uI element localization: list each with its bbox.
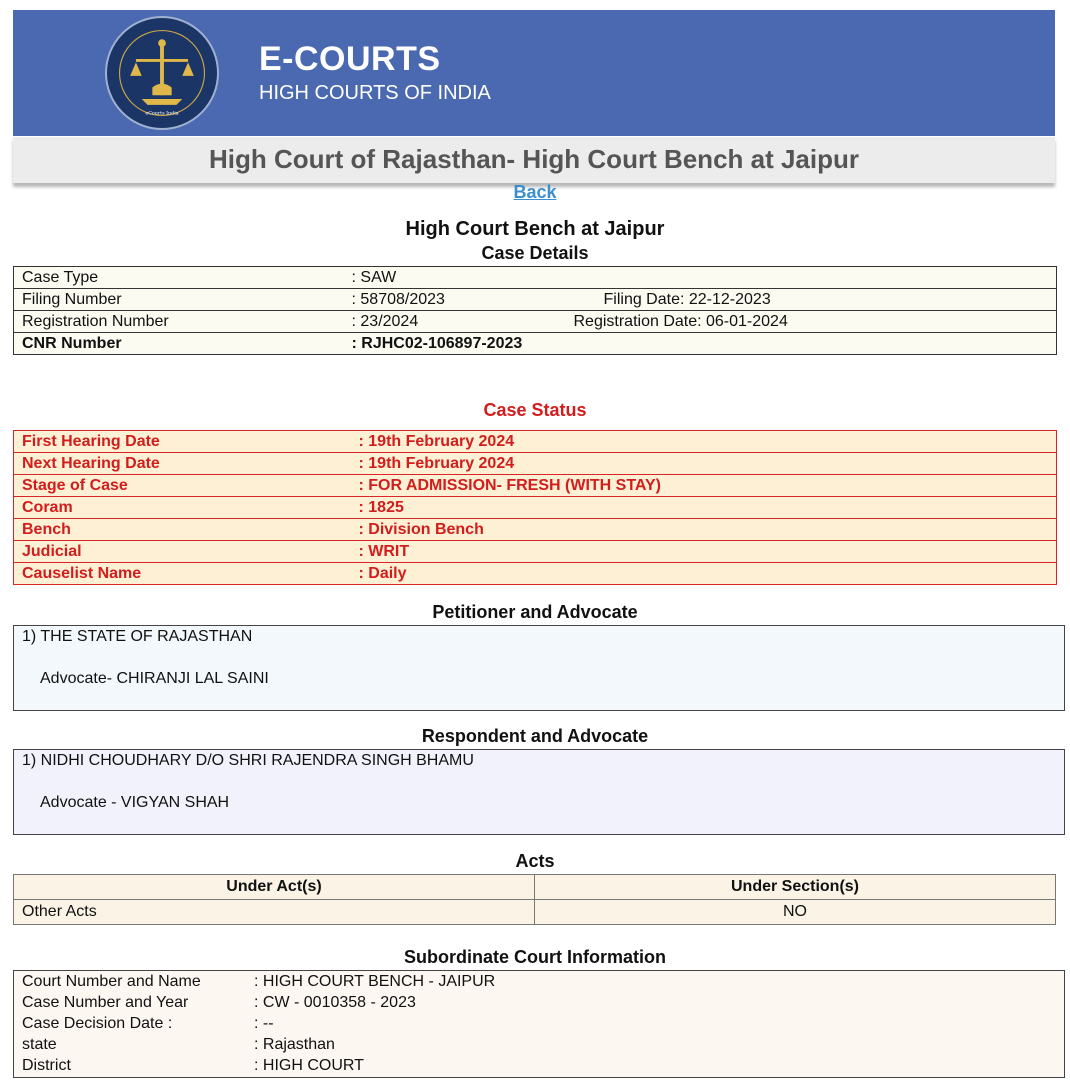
petitioner-name: 1) THE STATE OF RAJASTHAN <box>22 628 253 645</box>
case-type-label: Case Type <box>22 268 99 286</box>
subordinate-court-table <box>14 971 503 1076</box>
status-value: : 19th February 2024 <box>358 432 515 450</box>
table-row <box>14 992 503 1013</box>
respondent-advocate: Advocate - VIGYAN SHAH <box>40 794 230 811</box>
registration-date: Registration Date: 06-01-2024 <box>574 311 1027 333</box>
table-row <box>14 1055 503 1076</box>
sub-value: : CW - 0010358 - 2023 <box>254 993 416 1011</box>
site-header <box>13 10 1055 136</box>
sub-value: : -- <box>254 1014 274 1032</box>
table-row <box>14 971 503 992</box>
sub-value: : HIGH COURT <box>254 1056 364 1074</box>
table-row <box>14 497 1057 519</box>
status-value: : FOR ADMISSION- FRESH (WITH STAY) <box>351 475 1057 497</box>
acts-table <box>13 874 1056 925</box>
brand-title: E-COURTS <box>259 40 441 78</box>
scales-of-justice-icon <box>107 18 217 128</box>
status-value: : Division Bench <box>351 519 1057 541</box>
case-status-table <box>13 430 1057 585</box>
table-row <box>14 267 1057 289</box>
act-name: Other Acts <box>14 900 535 925</box>
under-sections-header: Under Section(s) <box>535 875 1056 900</box>
respondent-heading: Respondent and Advocate <box>421 726 649 746</box>
filing-number-label: Filing Number <box>14 289 344 311</box>
sub-label: Court Number and Name <box>22 972 201 990</box>
back-link[interactable]: Back <box>513 182 557 202</box>
filing-number-value: : 58708/2023 <box>344 289 604 311</box>
section-value: NO <box>535 900 1056 925</box>
table-row <box>14 311 1057 333</box>
subordinate-court-box <box>13 970 1065 1078</box>
cnr-label: CNR Number <box>14 333 344 355</box>
sub-value: : HIGH COURT BENCH - JAIPUR <box>254 972 496 990</box>
sub-value: : Rajasthan <box>254 1035 335 1053</box>
filing-date: Filing Date: 22-12-2023 <box>604 289 1057 311</box>
respondent-name: 1) NIDHI CHOUDHARY D/O SHRI RAJENDRA SINGH BHAMU <box>22 752 474 769</box>
case-details-table <box>13 266 1057 355</box>
status-label: Stage of Case <box>14 475 351 497</box>
bench-heading: High Court Bench at Jaipur <box>405 218 665 240</box>
subordinate-court-heading: Subordinate Court Information <box>404 947 666 967</box>
status-label: Causelist Name <box>14 563 351 585</box>
sub-label: District <box>22 1056 71 1074</box>
table-row <box>14 900 1056 925</box>
case-details-heading: Case Details <box>481 243 589 263</box>
table-row <box>14 563 1057 585</box>
status-label: Coram <box>14 497 351 519</box>
logo-caption: eCourts India <box>145 111 179 117</box>
status-value: : WRIT <box>351 541 1057 563</box>
status-value: : Daily <box>351 563 1057 585</box>
cnr-value: : RJHC02-106897-2023 <box>344 333 604 355</box>
brand-subtitle: HIGH COURTS OF INDIA <box>259 82 491 104</box>
table-row <box>14 431 1057 453</box>
petitioner-box <box>13 625 1065 711</box>
table-row <box>14 1013 503 1034</box>
status-value: : 19th February 2024 <box>351 453 1057 475</box>
ecourts-logo <box>105 16 219 130</box>
acts-heading: Acts <box>515 851 555 871</box>
under-acts-header: Under Act(s) <box>14 875 535 900</box>
petitioner-heading: Petitioner and Advocate <box>432 602 638 622</box>
status-label: Bench <box>14 519 351 541</box>
table-row <box>14 541 1057 563</box>
petitioner-advocate: Advocate- CHIRANJI LAL SAINI <box>40 670 269 687</box>
table-header-row <box>14 875 1056 900</box>
table-row <box>14 453 1057 475</box>
table-row <box>14 333 1057 355</box>
sub-label: Case Number and Year <box>22 993 189 1011</box>
status-value: : 1825 <box>351 497 1057 519</box>
table-row <box>14 289 1057 311</box>
case-status-heading: Case Status <box>483 400 587 420</box>
table-row <box>14 475 1057 497</box>
table-row <box>14 1034 503 1055</box>
sub-label: state <box>22 1035 57 1053</box>
table-row <box>14 519 1057 541</box>
status-label: Next Hearing Date <box>14 453 351 475</box>
registration-number-value: : 23/2024 <box>344 311 604 333</box>
sub-label: Case Decision Date : <box>22 1014 173 1032</box>
respondent-box <box>13 749 1065 835</box>
status-label: First Hearing Date <box>22 432 160 450</box>
case-type-value: : SAW <box>351 268 397 286</box>
registration-number-label: Registration Number <box>14 311 344 333</box>
court-name-banner: High Court of Rajasthan- High Court Bench at Jaipur <box>13 137 1055 183</box>
status-label: Judicial <box>14 541 351 563</box>
